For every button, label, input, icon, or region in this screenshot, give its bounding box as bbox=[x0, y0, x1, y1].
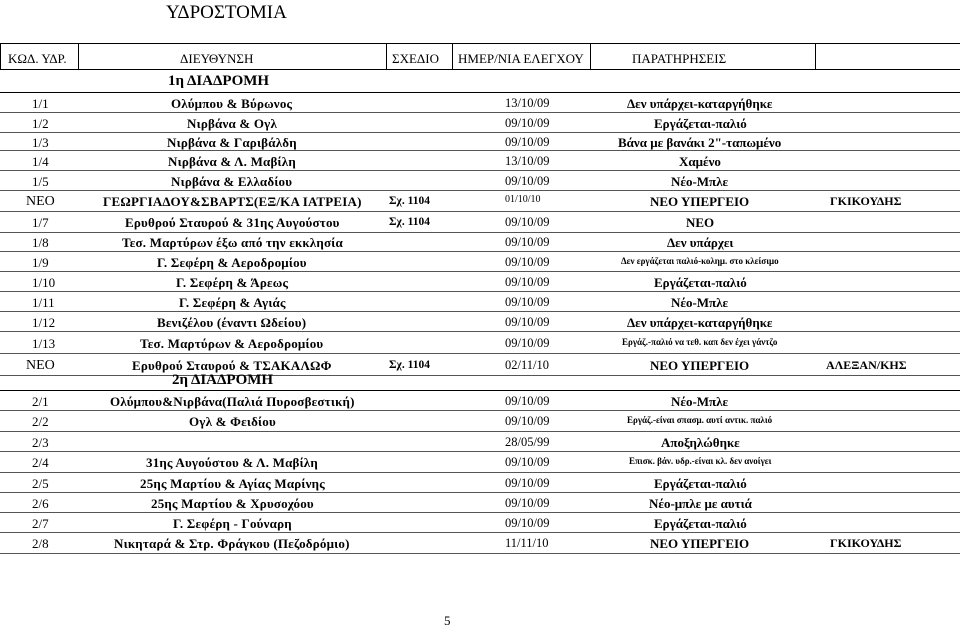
hydrant-notes: Δεν υπάρχει-καταργήθηκε bbox=[627, 315, 773, 330]
hydrant-code: 1/10 bbox=[32, 275, 56, 290]
hydrant-address: Νικηταρά & Στρ. Φράγκου (Πεζοδρόμιο) bbox=[114, 536, 350, 551]
hydrant-code: 2/2 bbox=[32, 414, 49, 429]
hydrant-notes: Εργάζ.-παλιό να τεθ. καπ δεν έχει γάντζο bbox=[622, 337, 778, 347]
hydrant-notes: Εργάζεται-παλιό bbox=[654, 275, 747, 290]
hydrant-notes: Νέο-Μπλε bbox=[671, 394, 729, 409]
hydrant-code: 2/6 bbox=[32, 496, 49, 511]
hydrant-code: 1/11 bbox=[32, 295, 55, 310]
hydrant-code: 1/9 bbox=[32, 255, 49, 270]
hydrant-notes: Εργάζ.-είναι σπασμ. αυτί αντικ. παλιό bbox=[627, 415, 773, 425]
header-divider bbox=[78, 44, 79, 69]
hydrant-address: 25ης Μαρτίου & Χρυσοχόου bbox=[151, 496, 314, 511]
header-top-border bbox=[0, 43, 960, 44]
check-date: 09/10/09 bbox=[505, 255, 550, 269]
hydrant-notes: Εργάζεται-παλιό bbox=[654, 476, 747, 491]
hydrant-notes: ΝΕΟ bbox=[686, 215, 715, 230]
hydrant-notes: Αποξηλώθηκε bbox=[661, 435, 740, 450]
hydrant-notes: Δεν υπάρχει-καταργήθηκε bbox=[627, 96, 773, 111]
check-date: 13/10/09 bbox=[505, 96, 550, 110]
row-divider bbox=[0, 271, 960, 272]
check-date: 11/11/10 bbox=[505, 536, 549, 550]
row-divider bbox=[0, 190, 960, 191]
hydrant-notes: Επισκ. βάν. υδρ.-είναι κλ. δεν ανοίγει bbox=[629, 456, 772, 466]
check-date: 09/10/09 bbox=[505, 315, 550, 329]
check-date: 09/10/09 bbox=[505, 135, 550, 149]
header-date: ΗΜΕΡ/ΝΙΑ ΕΛΕΓΧΟΥ bbox=[458, 51, 584, 66]
hydrant-address: Ερυθρού Σταυρού & 31ης Αυγούστου bbox=[125, 215, 340, 230]
check-date: 02/11/10 bbox=[505, 358, 549, 372]
check-date: 09/10/09 bbox=[505, 116, 550, 130]
hydrant-code: 1/3 bbox=[32, 135, 49, 150]
hydrant-address: Ερυθρού Σταυρού & ΤΣΑΚΑΛΩΦ bbox=[132, 358, 332, 373]
hydrant-code: ΝΕΟ bbox=[26, 194, 55, 209]
hydrant-code: 1/13 bbox=[32, 336, 56, 351]
hydrant-address: Νιρβάνα & Λ. Μαβίλη bbox=[168, 154, 296, 169]
check-date: 09/10/09 bbox=[505, 174, 550, 188]
hydrant-address: Ολύμπου&Νιρβάνα(Παλιά Πυροσβεστική) bbox=[110, 394, 355, 409]
hydrant-code: 1/7 bbox=[32, 215, 49, 230]
hydrant-notes: Νέο-μπλε με αυτιά bbox=[649, 496, 752, 511]
plan-ref: Σχ. 1104 bbox=[389, 359, 430, 371]
hydrant-address: Νιρβάνα & Ογλ bbox=[187, 116, 278, 131]
hydrant-address: Γ. Σεφέρη & Άρεως bbox=[176, 275, 289, 290]
row-divider bbox=[0, 375, 960, 376]
check-date: 09/10/09 bbox=[505, 496, 550, 510]
hydrant-notes: Εργάζεται-παλιό bbox=[654, 516, 747, 531]
hydrant-code: 2/3 bbox=[32, 435, 49, 450]
check-date: 09/10/09 bbox=[505, 275, 550, 289]
hydrant-code: 2/8 bbox=[32, 536, 49, 551]
assignee: ΑΛΕΞΑΝ/ΚΗΣ bbox=[826, 358, 907, 372]
row-divider bbox=[0, 112, 960, 113]
row-divider bbox=[0, 232, 960, 233]
hydrant-address: Τεσ. Μαρτύρων & Αεροδρομίου bbox=[140, 336, 324, 351]
row-divider bbox=[0, 492, 960, 493]
hydrant-notes: Χαμένο bbox=[679, 154, 721, 169]
check-date: 09/10/09 bbox=[505, 235, 550, 249]
hydrant-address: Νιρβάνα & Ελλαδίου bbox=[171, 174, 293, 189]
row-divider bbox=[0, 251, 960, 252]
row-divider bbox=[0, 150, 960, 151]
hydrant-address: 31ης Αυγούστου & Λ. Μαβίλη bbox=[146, 455, 318, 470]
hydrant-code: 1/12 bbox=[32, 315, 56, 330]
hydrant-code: ΝΕΟ bbox=[26, 358, 55, 373]
check-date: 28/05/99 bbox=[505, 435, 550, 449]
plan-ref: Σχ. 1104 bbox=[389, 195, 430, 207]
hydrant-code: 2/1 bbox=[32, 394, 49, 409]
section-label: 2η ΔΙΑΔΡΟΜΗ bbox=[172, 372, 274, 388]
row-divider bbox=[0, 170, 960, 171]
header-code: ΚΩΔ. ΥΔΡ. bbox=[8, 51, 67, 66]
check-date: 01/10/10 bbox=[505, 194, 541, 205]
check-date: 09/10/09 bbox=[505, 516, 550, 530]
hydrant-notes: ΝΕΟ ΥΠΕΡΓΕΙΟ bbox=[650, 358, 750, 373]
header-divider bbox=[386, 44, 387, 69]
page-number: 5 bbox=[444, 613, 451, 628]
check-date: 09/10/09 bbox=[505, 476, 550, 490]
hydrant-address: Νιρβάνα & Γαριβάλδη bbox=[167, 135, 297, 150]
hydrant-address: 25ης Μαρτίου & Αγίας Μαρίνης bbox=[140, 476, 325, 491]
assignee: ΓΚΙΚΟΥΔΗΣ bbox=[830, 194, 902, 208]
hydrant-address: ΓΕΩΡΓΙΑΔΟΥ&ΣΒΑΡΤΣ(ΕΞ/ΚΑ ΙΑΤΡΕΙΑ) bbox=[103, 194, 362, 209]
hydrant-address: Γ. Σεφέρη & Αεροδρομίου bbox=[157, 255, 307, 270]
plan-ref: Σχ. 1104 bbox=[389, 216, 430, 228]
header-divider bbox=[452, 44, 453, 69]
check-date: 09/10/09 bbox=[505, 455, 550, 469]
assignee: ΓΚΙΚΟΥΔΗΣ bbox=[830, 536, 902, 550]
hydrant-notes: ΝΕΟ ΥΠΕΡΓΕΙΟ bbox=[650, 194, 750, 209]
row-divider bbox=[0, 512, 960, 513]
hydrant-notes: Δεν εργάζεται παλιό-κολημ. στο κλείσιμο bbox=[621, 256, 779, 266]
header-notes: ΠΑΡΑΤΗΡΗΣΕΙΣ bbox=[632, 51, 727, 66]
row-divider bbox=[0, 472, 960, 473]
hydrant-code: 2/4 bbox=[32, 455, 49, 470]
hydrant-notes: Βάνα με βανάκι 2"-ταπωμένο bbox=[618, 135, 782, 150]
row-divider bbox=[0, 410, 960, 411]
hydrant-address: Γ. Σεφέρη & Αγιάς bbox=[179, 295, 286, 310]
row-divider bbox=[0, 132, 960, 133]
hydrant-address: Βενιζέλου (έναντι Ωδείου) bbox=[157, 315, 307, 330]
page-title: ΥΔΡΟΣΤΟΜΙΑ bbox=[166, 2, 287, 23]
check-date: 13/10/09 bbox=[505, 154, 550, 168]
check-date: 09/10/09 bbox=[505, 295, 550, 309]
hydrant-code: 1/8 bbox=[32, 235, 49, 250]
hydrant-address: Τεσ. Μαρτύρων έξω από την εκκλησία bbox=[122, 235, 343, 250]
section-underline bbox=[0, 390, 960, 391]
hydrant-address: Ογλ & Φειδίου bbox=[189, 414, 276, 429]
row-divider bbox=[0, 291, 960, 292]
hydrant-notes: ΝΕΟ ΥΠΕΡΓΕΙΟ bbox=[650, 536, 750, 551]
hydrant-notes: Νέο-Μπλε bbox=[671, 174, 729, 189]
hydrant-address: Γ. Σεφέρη - Γούναρη bbox=[173, 516, 292, 531]
header-address: ΔΙΕΥΘΥΝΣΗ bbox=[180, 51, 254, 66]
header-divider bbox=[0, 44, 1, 69]
section-underline bbox=[0, 92, 960, 93]
section-label: 1η ΔΙΑΔΡΟΜΗ bbox=[168, 73, 270, 89]
row-divider bbox=[0, 211, 960, 212]
hydrant-code: 1/4 bbox=[32, 154, 49, 169]
hydrant-code: 2/7 bbox=[32, 516, 49, 531]
hydrant-code: 1/1 bbox=[32, 96, 49, 111]
header-divider bbox=[815, 44, 816, 69]
header-plan: ΣΧΕΔΙΟ bbox=[392, 51, 439, 66]
header-divider bbox=[590, 44, 591, 69]
hydrant-notes: Δεν υπάρχει bbox=[667, 235, 734, 250]
check-date: 09/10/09 bbox=[505, 394, 550, 408]
row-divider bbox=[0, 532, 960, 533]
hydrant-notes: Εργάζεται-παλιό bbox=[654, 116, 747, 131]
row-divider bbox=[0, 553, 960, 554]
hydrant-address: Ολύμπου & Βύρωνος bbox=[171, 96, 293, 111]
check-date: 09/10/09 bbox=[505, 336, 550, 350]
row-divider bbox=[0, 353, 960, 354]
check-date: 09/10/09 bbox=[505, 215, 550, 229]
check-date: 09/10/09 bbox=[505, 414, 550, 428]
header-bottom-border bbox=[0, 69, 960, 70]
hydrant-code: 2/5 bbox=[32, 476, 49, 491]
row-divider bbox=[0, 451, 960, 452]
row-divider bbox=[0, 331, 960, 332]
row-divider bbox=[0, 311, 960, 312]
hydrant-code: 1/5 bbox=[32, 174, 49, 189]
hydrant-notes: Νέο-Μπλε bbox=[671, 295, 729, 310]
row-divider bbox=[0, 431, 960, 432]
hydrant-code: 1/2 bbox=[32, 116, 49, 131]
